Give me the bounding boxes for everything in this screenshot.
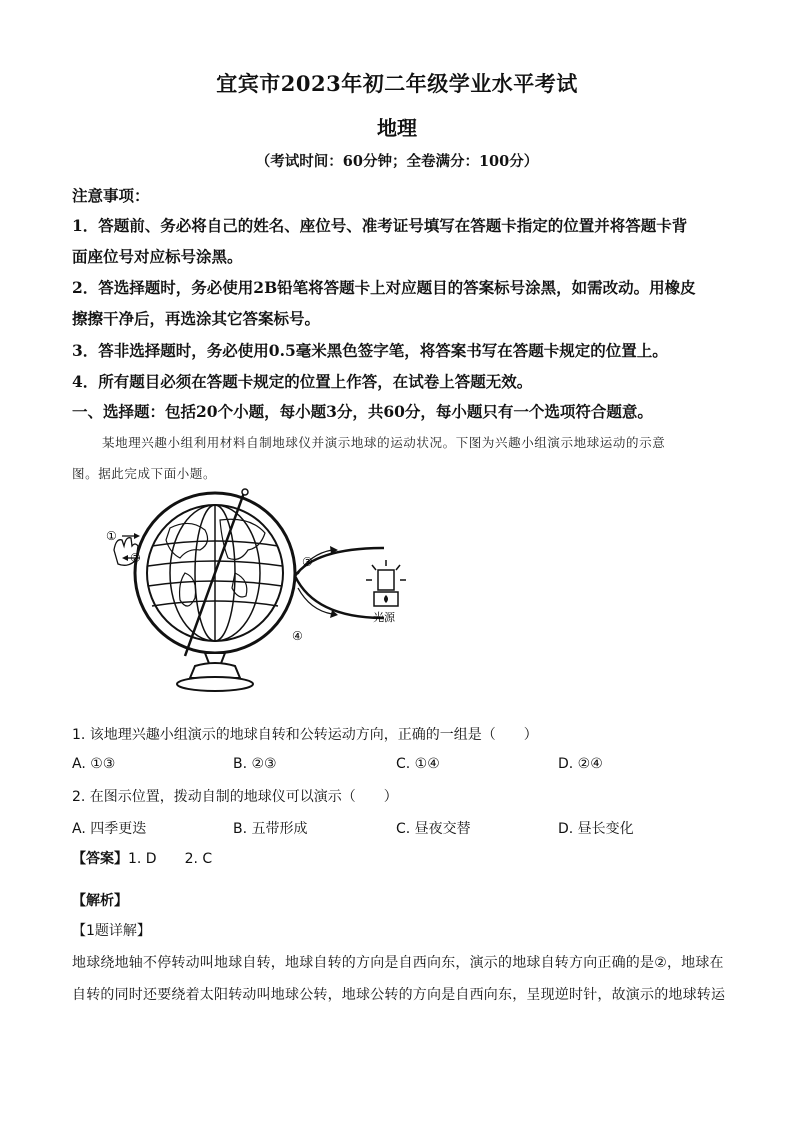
label-1: ① bbox=[106, 529, 117, 543]
q1-option-c: C. ①④ bbox=[396, 756, 440, 772]
note-line: 1．答题前、务必将自己的姓名、座位号、准考证号填写在答题卡指定的位置并将答题卡背 bbox=[72, 216, 688, 235]
question-intro: 图。据此完成下面小题。 bbox=[72, 466, 217, 481]
answer-line bbox=[72, 848, 212, 868]
q2-option-d: D. 昼长变化 bbox=[558, 821, 634, 837]
note-line: 3．答非选择题时，务必使用0.5毫米黑色签字笔，将答案书写在答题卡规定的位置上。 bbox=[72, 341, 668, 360]
notes-heading: 注意事项： bbox=[72, 186, 150, 205]
q1-option-b: B. ②③ bbox=[233, 756, 277, 772]
q1-option-d: D. ②④ bbox=[558, 756, 603, 772]
answer-text: 1. D 2. C bbox=[128, 851, 213, 867]
analysis-line: 地球绕地轴不停转动叫地球自转，地球自转的方向是自西向东，演示的地球自转方向正确的是②，地球在 bbox=[72, 955, 724, 971]
q1-option-a: A. ①③ bbox=[72, 756, 116, 772]
label-3: ③ bbox=[302, 555, 313, 569]
q2-option-b: B. 五带形成 bbox=[233, 821, 308, 837]
answer-tag: 【答案】 bbox=[72, 851, 128, 867]
light-source-icon bbox=[366, 560, 406, 606]
note-line: 4．所有题目必须在答题卡规定的位置上作答，在试卷上答题无效。 bbox=[72, 372, 533, 391]
question-2-stem: 2. 在图示位置，拨动自制的地球仪可以演示（ ） bbox=[72, 789, 398, 805]
analysis-subtag: 【1题详解】 bbox=[72, 923, 151, 939]
subject-title: 地理 bbox=[377, 116, 417, 140]
analysis-line: 自转的同时还要绕着太阳转动叫地球公转，地球公转的方向是自西向东，呈现逆时针，故演示的地球转运 bbox=[72, 987, 726, 1003]
q2-option-a: A. 四季更迭 bbox=[72, 821, 147, 837]
exam-title: 宜宾市2023年初二年级学业水平考试 bbox=[216, 71, 578, 96]
globe-figure bbox=[100, 488, 420, 708]
q2-option-c: C. 昼夜交替 bbox=[396, 821, 471, 837]
note-line: 2．答选择题时，务必使用2B铅笔将答题卡上对应题目的答案标号涂黑，如需改动。用橡皮 bbox=[72, 278, 696, 297]
light-source-label: 光源 bbox=[373, 611, 395, 624]
analysis-tag: 【解析】 bbox=[72, 893, 128, 909]
question-1-stem: 1. 该地理兴趣小组演示的地球自转和公转运动方向，正确的一组是（ ） bbox=[72, 727, 538, 743]
note-line: 面座位号对应标号涂黑。 bbox=[72, 247, 243, 266]
question-intro: 某地理兴趣小组利用材料自制地球仪并演示地球的运动状况。下图为兴趣小组演示地球运动的示意 bbox=[102, 435, 666, 450]
note-line: 擦擦干净后，再选涂其它答案标号。 bbox=[72, 309, 321, 328]
label-2: ② bbox=[130, 551, 141, 565]
exam-info: （考试时间：60分钟；全卷满分：100分） bbox=[255, 153, 539, 170]
label-4: ④ bbox=[292, 629, 303, 643]
section-heading: 一、选择题：包括20个小题，每小题3分，共60分，每小题只有一个选项符合题意。 bbox=[72, 402, 653, 421]
